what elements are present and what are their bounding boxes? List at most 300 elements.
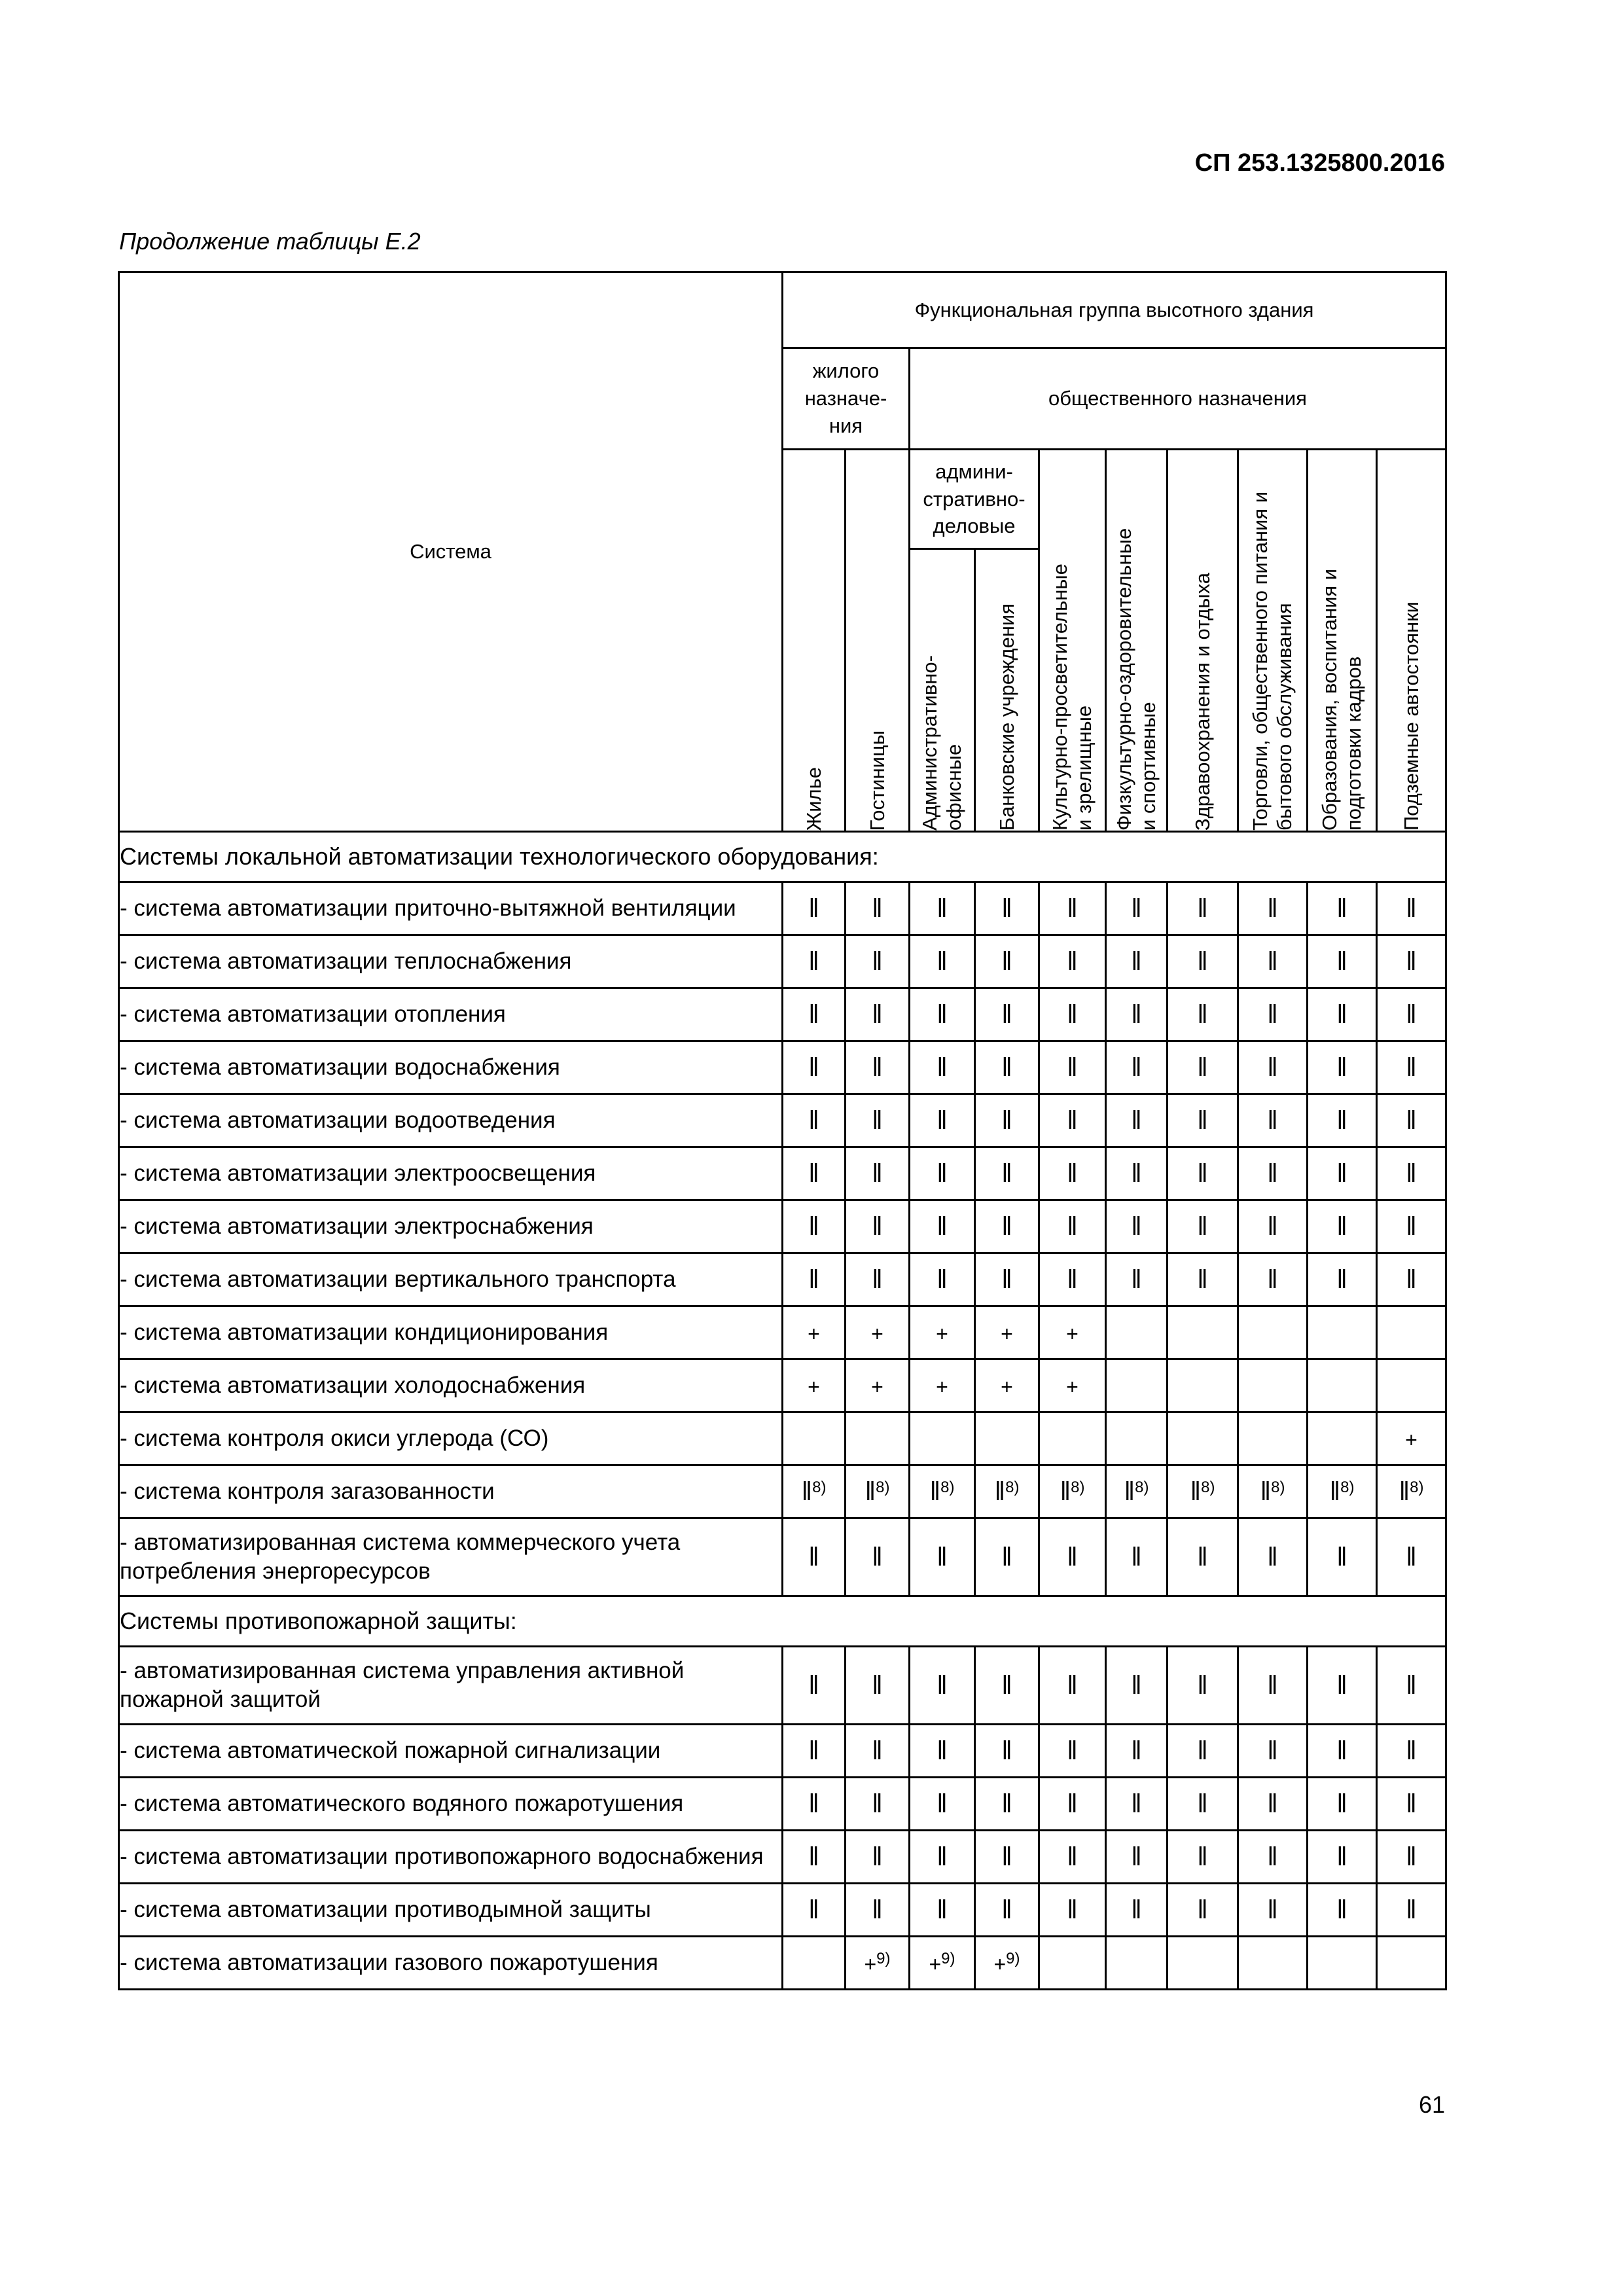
system-name: - система автоматизации противодымной защиты bbox=[119, 1884, 783, 1937]
cell-symbol: ‖ bbox=[1001, 1158, 1012, 1188]
table-cell bbox=[1308, 1359, 1377, 1412]
table-row bbox=[119, 935, 1446, 988]
system-name: - система автоматизации теплоснабжения bbox=[119, 935, 783, 988]
table-cell bbox=[1308, 1306, 1377, 1359]
table-cell bbox=[1106, 1725, 1168, 1778]
table-cell bbox=[783, 1647, 846, 1725]
table-cell bbox=[910, 1647, 975, 1725]
cell-symbol: ‖ bbox=[1329, 1477, 1341, 1506]
table-cell bbox=[1106, 1778, 1168, 1831]
table-cell bbox=[1168, 988, 1238, 1041]
table-cell bbox=[1106, 882, 1168, 935]
table-cell bbox=[846, 1200, 910, 1253]
cell-symbol: ‖ bbox=[808, 1789, 819, 1818]
table-cell bbox=[846, 1725, 910, 1778]
cell-symbol: ‖ bbox=[929, 1477, 941, 1506]
cell-symbol: ‖ bbox=[936, 1211, 948, 1241]
table-cell bbox=[1168, 1041, 1238, 1094]
cell-symbol: ‖ bbox=[1406, 1542, 1417, 1571]
public-group-header: общественного назначения bbox=[910, 348, 1446, 450]
cell-symbol: ‖ bbox=[1406, 999, 1417, 1029]
table-cell bbox=[1168, 1359, 1238, 1412]
cell-symbol: ‖ bbox=[1267, 893, 1278, 923]
cell-symbol: ‖ bbox=[1336, 1736, 1347, 1765]
system-name: - автоматизированная система управления активной пожарной защитой bbox=[119, 1647, 783, 1725]
system-name: - система автоматизации отопления bbox=[119, 988, 783, 1041]
table-cell bbox=[1238, 988, 1308, 1041]
cell-symbol: ‖ bbox=[994, 1477, 1006, 1506]
cell-symbol: ‖ bbox=[936, 1542, 948, 1571]
table-cell bbox=[1106, 1306, 1168, 1359]
table-cell bbox=[910, 882, 975, 935]
cell-symbol: ‖ bbox=[1067, 1842, 1078, 1871]
cell-symbol: ‖ bbox=[1001, 1211, 1012, 1241]
cell-symbol: ‖ bbox=[808, 1265, 819, 1294]
cell-footnote: 8) bbox=[1135, 1478, 1149, 1496]
table-cell bbox=[1039, 1831, 1106, 1884]
table-row bbox=[119, 1041, 1446, 1094]
cell-symbol: ‖ bbox=[1197, 999, 1208, 1029]
cell-symbol: ‖ bbox=[872, 1265, 883, 1294]
cell-symbol: + bbox=[929, 1952, 942, 1976]
cell-symbol: ‖ bbox=[1131, 1211, 1142, 1241]
cell-symbol: ‖ bbox=[1267, 946, 1278, 976]
table-cell bbox=[1238, 1937, 1308, 1990]
cell-symbol: ‖ bbox=[1406, 1670, 1417, 1700]
section-title: Системы локальной автоматизации технологического оборудования: bbox=[119, 832, 1446, 882]
table-cell bbox=[910, 1359, 975, 1412]
cell-symbol: ‖ bbox=[1067, 1211, 1078, 1241]
table-cell bbox=[975, 1465, 1039, 1518]
cell-symbol: ‖ bbox=[1131, 1052, 1142, 1082]
table-cell bbox=[975, 1831, 1039, 1884]
table-cell bbox=[1106, 1412, 1168, 1465]
table-cell bbox=[1168, 1200, 1238, 1253]
system-name: - система автоматизации противопожарного водоснабжения bbox=[119, 1831, 783, 1884]
cell-symbol: ‖ bbox=[1131, 1158, 1142, 1188]
system-name: - система автоматизации кондиционирования bbox=[119, 1306, 783, 1359]
cell-symbol: ‖ bbox=[1131, 1265, 1142, 1294]
table-row bbox=[119, 988, 1446, 1041]
cell-symbol: ‖ bbox=[1001, 1895, 1012, 1924]
table-cell bbox=[1308, 882, 1377, 935]
table-cell bbox=[910, 1778, 975, 1831]
cell-symbol: ‖ bbox=[1001, 893, 1012, 923]
col-header-3: Банковские учреждения bbox=[975, 549, 1039, 832]
cell-symbol: ‖ bbox=[1190, 1477, 1202, 1506]
cell-symbol: + bbox=[808, 1374, 820, 1399]
cell-footnote: 9) bbox=[941, 1949, 955, 1967]
cell-symbol: ‖ bbox=[1067, 1736, 1078, 1765]
cell-symbol: ‖ bbox=[1336, 946, 1347, 976]
table-cell bbox=[910, 1937, 975, 1990]
cell-symbol: ‖ bbox=[1197, 946, 1208, 976]
system-name: - автоматизированная система коммерческого учета потребления энергоресурсов bbox=[119, 1518, 783, 1596]
cell-symbol: ‖ bbox=[1406, 1105, 1417, 1135]
cell-symbol: ‖ bbox=[1131, 1789, 1142, 1818]
col-header-0: Жилье bbox=[783, 450, 846, 832]
cell-symbol: ‖ bbox=[808, 1842, 819, 1871]
table-row bbox=[119, 1094, 1446, 1147]
cell-symbol: ‖ bbox=[872, 1211, 883, 1241]
table-cell bbox=[846, 1647, 910, 1725]
table-cell bbox=[975, 1725, 1039, 1778]
table-row bbox=[119, 1518, 1446, 1596]
cell-symbol: ‖ bbox=[1267, 1542, 1278, 1571]
cell-symbol: ‖ bbox=[872, 1789, 883, 1818]
table-cell bbox=[1039, 1094, 1106, 1147]
cell-symbol: ‖ bbox=[1267, 1670, 1278, 1700]
system-name: - система автоматизации электроснабжения bbox=[119, 1200, 783, 1253]
cell-symbol: ‖ bbox=[1267, 1265, 1278, 1294]
table-caption: Продолжение таблицы Е.2 bbox=[119, 228, 421, 255]
table-cell bbox=[1377, 1094, 1446, 1147]
table-cell bbox=[1168, 1937, 1238, 1990]
cell-symbol: ‖ bbox=[1336, 1105, 1347, 1135]
cell-symbol: ‖ bbox=[865, 1477, 876, 1506]
cell-symbol: ‖ bbox=[1060, 1477, 1071, 1506]
table-cell bbox=[1308, 1725, 1377, 1778]
cell-symbol: ‖ bbox=[1197, 1842, 1208, 1871]
table-cell bbox=[1308, 1831, 1377, 1884]
cell-symbol: ‖ bbox=[808, 1542, 819, 1571]
table-cell bbox=[1238, 1884, 1308, 1937]
cell-symbol: ‖ bbox=[1336, 1542, 1347, 1571]
table-cell bbox=[1308, 935, 1377, 988]
cell-symbol: ‖ bbox=[1336, 1895, 1347, 1924]
table-cell bbox=[1377, 1412, 1446, 1465]
cell-symbol: + bbox=[936, 1321, 948, 1346]
table-cell bbox=[975, 882, 1039, 935]
table-cell bbox=[1168, 1412, 1238, 1465]
table-cell bbox=[1238, 1147, 1308, 1200]
cell-symbol: + bbox=[993, 1952, 1007, 1976]
cell-symbol: ‖ bbox=[1197, 1265, 1208, 1294]
table-cell bbox=[1168, 1647, 1238, 1725]
cell-footnote: 9) bbox=[876, 1949, 891, 1967]
cell-symbol: + bbox=[871, 1321, 883, 1346]
table-cell bbox=[1106, 988, 1168, 1041]
cell-symbol: + bbox=[1066, 1321, 1079, 1346]
cell-symbol: ‖ bbox=[1197, 893, 1208, 923]
cell-symbol: ‖ bbox=[1406, 1265, 1417, 1294]
cell-symbol: ‖ bbox=[1131, 1542, 1142, 1571]
cell-symbol: ‖ bbox=[872, 893, 883, 923]
system-column-header: Система bbox=[119, 272, 783, 832]
table-cell bbox=[975, 1094, 1039, 1147]
table-cell bbox=[1308, 1518, 1377, 1596]
cell-symbol: ‖ bbox=[1197, 1736, 1208, 1765]
section-title: Системы противопожарной защиты: bbox=[119, 1596, 1446, 1647]
cell-symbol: + bbox=[1001, 1374, 1013, 1399]
table-cell bbox=[975, 1147, 1039, 1200]
cell-symbol: ‖ bbox=[1197, 1670, 1208, 1700]
cell-symbol: ‖ bbox=[808, 1105, 819, 1135]
cell-footnote: 8) bbox=[940, 1478, 955, 1496]
cell-symbol: ‖ bbox=[1067, 893, 1078, 923]
section-row bbox=[119, 832, 1446, 882]
table-cell bbox=[1168, 1831, 1238, 1884]
cell-symbol: + bbox=[871, 1374, 883, 1399]
cell-symbol: + bbox=[1001, 1321, 1013, 1346]
table-row bbox=[119, 1884, 1446, 1937]
cell-symbol: ‖ bbox=[1131, 999, 1142, 1029]
table-cell bbox=[1238, 1725, 1308, 1778]
system-name: - система автоматизации холодоснабжения bbox=[119, 1359, 783, 1412]
cell-symbol: ‖ bbox=[808, 1211, 819, 1241]
table-cell bbox=[910, 1306, 975, 1359]
cell-symbol: ‖ bbox=[1267, 1842, 1278, 1871]
table-cell bbox=[783, 1725, 846, 1778]
table-cell bbox=[846, 1518, 910, 1596]
table-cell bbox=[975, 1306, 1039, 1359]
table-cell bbox=[1168, 1253, 1238, 1306]
cell-symbol: + bbox=[1405, 1427, 1418, 1452]
cell-symbol: ‖ bbox=[1336, 1211, 1347, 1241]
col-header-9: Подземные автостоянки bbox=[1377, 450, 1446, 832]
table-cell bbox=[1377, 1647, 1446, 1725]
cell-symbol: ‖ bbox=[1406, 946, 1417, 976]
table-cell bbox=[910, 1200, 975, 1253]
cell-symbol: ‖ bbox=[872, 946, 883, 976]
col-header-5: Физкультурно-оздоровительные и спортивные bbox=[1106, 450, 1168, 832]
cell-symbol: ‖ bbox=[936, 1265, 948, 1294]
table-cell bbox=[910, 1094, 975, 1147]
cell-symbol: ‖ bbox=[872, 1105, 883, 1135]
table-cell bbox=[1168, 1094, 1238, 1147]
cell-symbol: ‖ bbox=[872, 1736, 883, 1765]
table-cell bbox=[1106, 1937, 1168, 1990]
cell-symbol: ‖ bbox=[808, 1052, 819, 1082]
table-cell bbox=[1377, 1725, 1446, 1778]
table-cell bbox=[1377, 1831, 1446, 1884]
table-cell bbox=[910, 1253, 975, 1306]
table-cell bbox=[910, 935, 975, 988]
table-cell bbox=[975, 1041, 1039, 1094]
table-cell bbox=[1238, 1359, 1308, 1412]
cell-symbol: ‖ bbox=[872, 1895, 883, 1924]
table-cell bbox=[1308, 1041, 1377, 1094]
cell-symbol: ‖ bbox=[936, 1052, 948, 1082]
cell-footnote: 9) bbox=[1006, 1949, 1020, 1967]
table-cell bbox=[1168, 1884, 1238, 1937]
cell-symbol: ‖ bbox=[1336, 1670, 1347, 1700]
cell-symbol: + bbox=[936, 1374, 948, 1399]
table-row bbox=[119, 1412, 1446, 1465]
cell-symbol: ‖ bbox=[1406, 1052, 1417, 1082]
table-cell bbox=[1377, 1041, 1446, 1094]
cell-footnote: 8) bbox=[1071, 1478, 1085, 1496]
table-cell bbox=[783, 1412, 846, 1465]
system-name: - система контроля окиси углерода (СО) bbox=[119, 1412, 783, 1465]
table-cell bbox=[1308, 1412, 1377, 1465]
table-cell bbox=[1308, 1778, 1377, 1831]
table-cell bbox=[846, 882, 910, 935]
cell-symbol: ‖ bbox=[1131, 1842, 1142, 1871]
table-cell bbox=[846, 1884, 910, 1937]
table-cell bbox=[846, 1147, 910, 1200]
table-cell bbox=[910, 1147, 975, 1200]
table-cell bbox=[783, 1147, 846, 1200]
table-cell bbox=[975, 1359, 1039, 1412]
cell-symbol: ‖ bbox=[808, 1895, 819, 1924]
cell-symbol: ‖ bbox=[1406, 1842, 1417, 1871]
table-row bbox=[119, 1937, 1446, 1990]
cell-symbol: ‖ bbox=[1067, 1158, 1078, 1188]
cell-symbol: ‖ bbox=[1267, 999, 1278, 1029]
cell-symbol: ‖ bbox=[1406, 1736, 1417, 1765]
cell-symbol: ‖ bbox=[1197, 1052, 1208, 1082]
cell-symbol: ‖ bbox=[1001, 1670, 1012, 1700]
table-cell bbox=[910, 1884, 975, 1937]
table-cell bbox=[1106, 1041, 1168, 1094]
cell-symbol: ‖ bbox=[1001, 1052, 1012, 1082]
table-cell bbox=[1238, 1412, 1308, 1465]
table-cell bbox=[783, 988, 846, 1041]
cell-symbol: ‖ bbox=[936, 1736, 948, 1765]
document-code: СП 253.1325800.2016 bbox=[1194, 149, 1445, 177]
table-cell bbox=[910, 1412, 975, 1465]
cell-symbol: ‖ bbox=[1267, 1895, 1278, 1924]
table-cell bbox=[1106, 1359, 1168, 1412]
table-cell bbox=[1168, 1725, 1238, 1778]
cell-symbol: ‖ bbox=[936, 946, 948, 976]
table-cell bbox=[1308, 1147, 1377, 1200]
cell-footnote: 8) bbox=[1271, 1478, 1285, 1496]
cell-symbol: ‖ bbox=[1406, 1211, 1417, 1241]
cell-symbol: ‖ bbox=[1197, 1789, 1208, 1818]
table-cell bbox=[1168, 1778, 1238, 1831]
cell-symbol: ‖ bbox=[1001, 1736, 1012, 1765]
table-row bbox=[119, 1647, 1446, 1725]
cell-symbol: ‖ bbox=[1336, 1842, 1347, 1871]
table-row bbox=[119, 1306, 1446, 1359]
table-row bbox=[119, 1253, 1446, 1306]
cell-symbol: ‖ bbox=[872, 1542, 883, 1571]
table-cell bbox=[975, 1412, 1039, 1465]
cell-footnote: 8) bbox=[1005, 1478, 1020, 1496]
table-cell bbox=[1168, 882, 1238, 935]
table-cell bbox=[1308, 988, 1377, 1041]
table-cell bbox=[783, 882, 846, 935]
table-cell bbox=[783, 1937, 846, 1990]
table-cell bbox=[1039, 1200, 1106, 1253]
cell-symbol: ‖ bbox=[1336, 999, 1347, 1029]
cell-symbol: ‖ bbox=[1067, 1052, 1078, 1082]
cell-symbol: ‖ bbox=[1067, 1105, 1078, 1135]
table-cell bbox=[1308, 1094, 1377, 1147]
table-cell bbox=[1238, 1041, 1308, 1094]
system-name: - система автоматической пожарной сигнализации bbox=[119, 1725, 783, 1778]
table-cell bbox=[1106, 1465, 1168, 1518]
table-row bbox=[119, 882, 1446, 935]
table-cell bbox=[1039, 1937, 1106, 1990]
cell-symbol: ‖ bbox=[936, 1789, 948, 1818]
table-cell bbox=[846, 1831, 910, 1884]
table-cell bbox=[1168, 1518, 1238, 1596]
table-cell bbox=[783, 1094, 846, 1147]
system-name: - система автоматизации приточно-вытяжной вентиляции bbox=[119, 882, 783, 935]
cell-symbol: ‖ bbox=[1067, 1789, 1078, 1818]
table-cell bbox=[783, 1306, 846, 1359]
cell-symbol: ‖ bbox=[808, 1736, 819, 1765]
table-body bbox=[119, 832, 1446, 1990]
cell-symbol: ‖ bbox=[936, 893, 948, 923]
cell-symbol: ‖ bbox=[1336, 1265, 1347, 1294]
cell-symbol: ‖ bbox=[1067, 1542, 1078, 1571]
system-name: - система автоматизации водоснабжения bbox=[119, 1041, 783, 1094]
cell-symbol: ‖ bbox=[936, 999, 948, 1029]
cell-symbol: ‖ bbox=[1267, 1736, 1278, 1765]
cell-symbol: ‖ bbox=[1399, 1477, 1410, 1506]
cell-symbol: ‖ bbox=[1267, 1052, 1278, 1082]
cell-symbol: ‖ bbox=[1406, 893, 1417, 923]
table-cell bbox=[1039, 1253, 1106, 1306]
table-cell bbox=[1106, 1094, 1168, 1147]
system-name: - система автоматического водяного пожаротушения bbox=[119, 1778, 783, 1831]
table-cell bbox=[1168, 1306, 1238, 1359]
table-cell bbox=[910, 1041, 975, 1094]
table-cell bbox=[1106, 1518, 1168, 1596]
cell-symbol: ‖ bbox=[872, 1842, 883, 1871]
table-cell bbox=[1308, 1465, 1377, 1518]
cell-footnote: 8) bbox=[1201, 1478, 1215, 1496]
table-cell bbox=[846, 1778, 910, 1831]
table-cell bbox=[975, 1778, 1039, 1831]
table-cell bbox=[1377, 882, 1446, 935]
table-cell bbox=[1039, 1412, 1106, 1465]
cell-symbol: ‖ bbox=[1197, 1211, 1208, 1241]
col-header-6: Здравоохранения и отдыха bbox=[1168, 450, 1238, 832]
table-cell bbox=[975, 1200, 1039, 1253]
cell-symbol: + bbox=[808, 1321, 820, 1346]
cell-footnote: 8) bbox=[1340, 1478, 1355, 1496]
table-cell bbox=[1106, 1884, 1168, 1937]
residential-group-header: жилого назначе-ния bbox=[783, 348, 910, 450]
table-row bbox=[119, 1465, 1446, 1518]
table-cell bbox=[1238, 1200, 1308, 1253]
table-cell bbox=[975, 1937, 1039, 1990]
system-name: - система автоматизации электроосвещения bbox=[119, 1147, 783, 1200]
table-cell bbox=[910, 988, 975, 1041]
cell-symbol: ‖ bbox=[1406, 1789, 1417, 1818]
table-cell bbox=[1238, 1465, 1308, 1518]
cell-symbol: ‖ bbox=[1406, 1895, 1417, 1924]
cell-symbol: ‖ bbox=[1067, 946, 1078, 976]
table-cell bbox=[1308, 1200, 1377, 1253]
cell-symbol: ‖ bbox=[1267, 1789, 1278, 1818]
table-cell bbox=[1377, 1200, 1446, 1253]
table-cell bbox=[975, 1884, 1039, 1937]
table-cell bbox=[1377, 1465, 1446, 1518]
table-cell bbox=[846, 1465, 910, 1518]
table-cell bbox=[1308, 1253, 1377, 1306]
table-cell bbox=[1039, 1778, 1106, 1831]
cell-symbol: ‖ bbox=[1267, 1211, 1278, 1241]
table-cell bbox=[975, 1518, 1039, 1596]
cell-symbol: ‖ bbox=[1131, 946, 1142, 976]
table-cell bbox=[783, 1831, 846, 1884]
cell-symbol: ‖ bbox=[808, 1158, 819, 1188]
cell-symbol: + bbox=[864, 1952, 877, 1976]
table-cell bbox=[1377, 1253, 1446, 1306]
table-cell bbox=[1039, 1041, 1106, 1094]
cell-footnote: 8) bbox=[876, 1478, 890, 1496]
table-cell bbox=[1039, 1306, 1106, 1359]
system-name: - система автоматизации водоотведения bbox=[119, 1094, 783, 1147]
table-cell bbox=[1039, 988, 1106, 1041]
table-cell bbox=[1039, 882, 1106, 935]
